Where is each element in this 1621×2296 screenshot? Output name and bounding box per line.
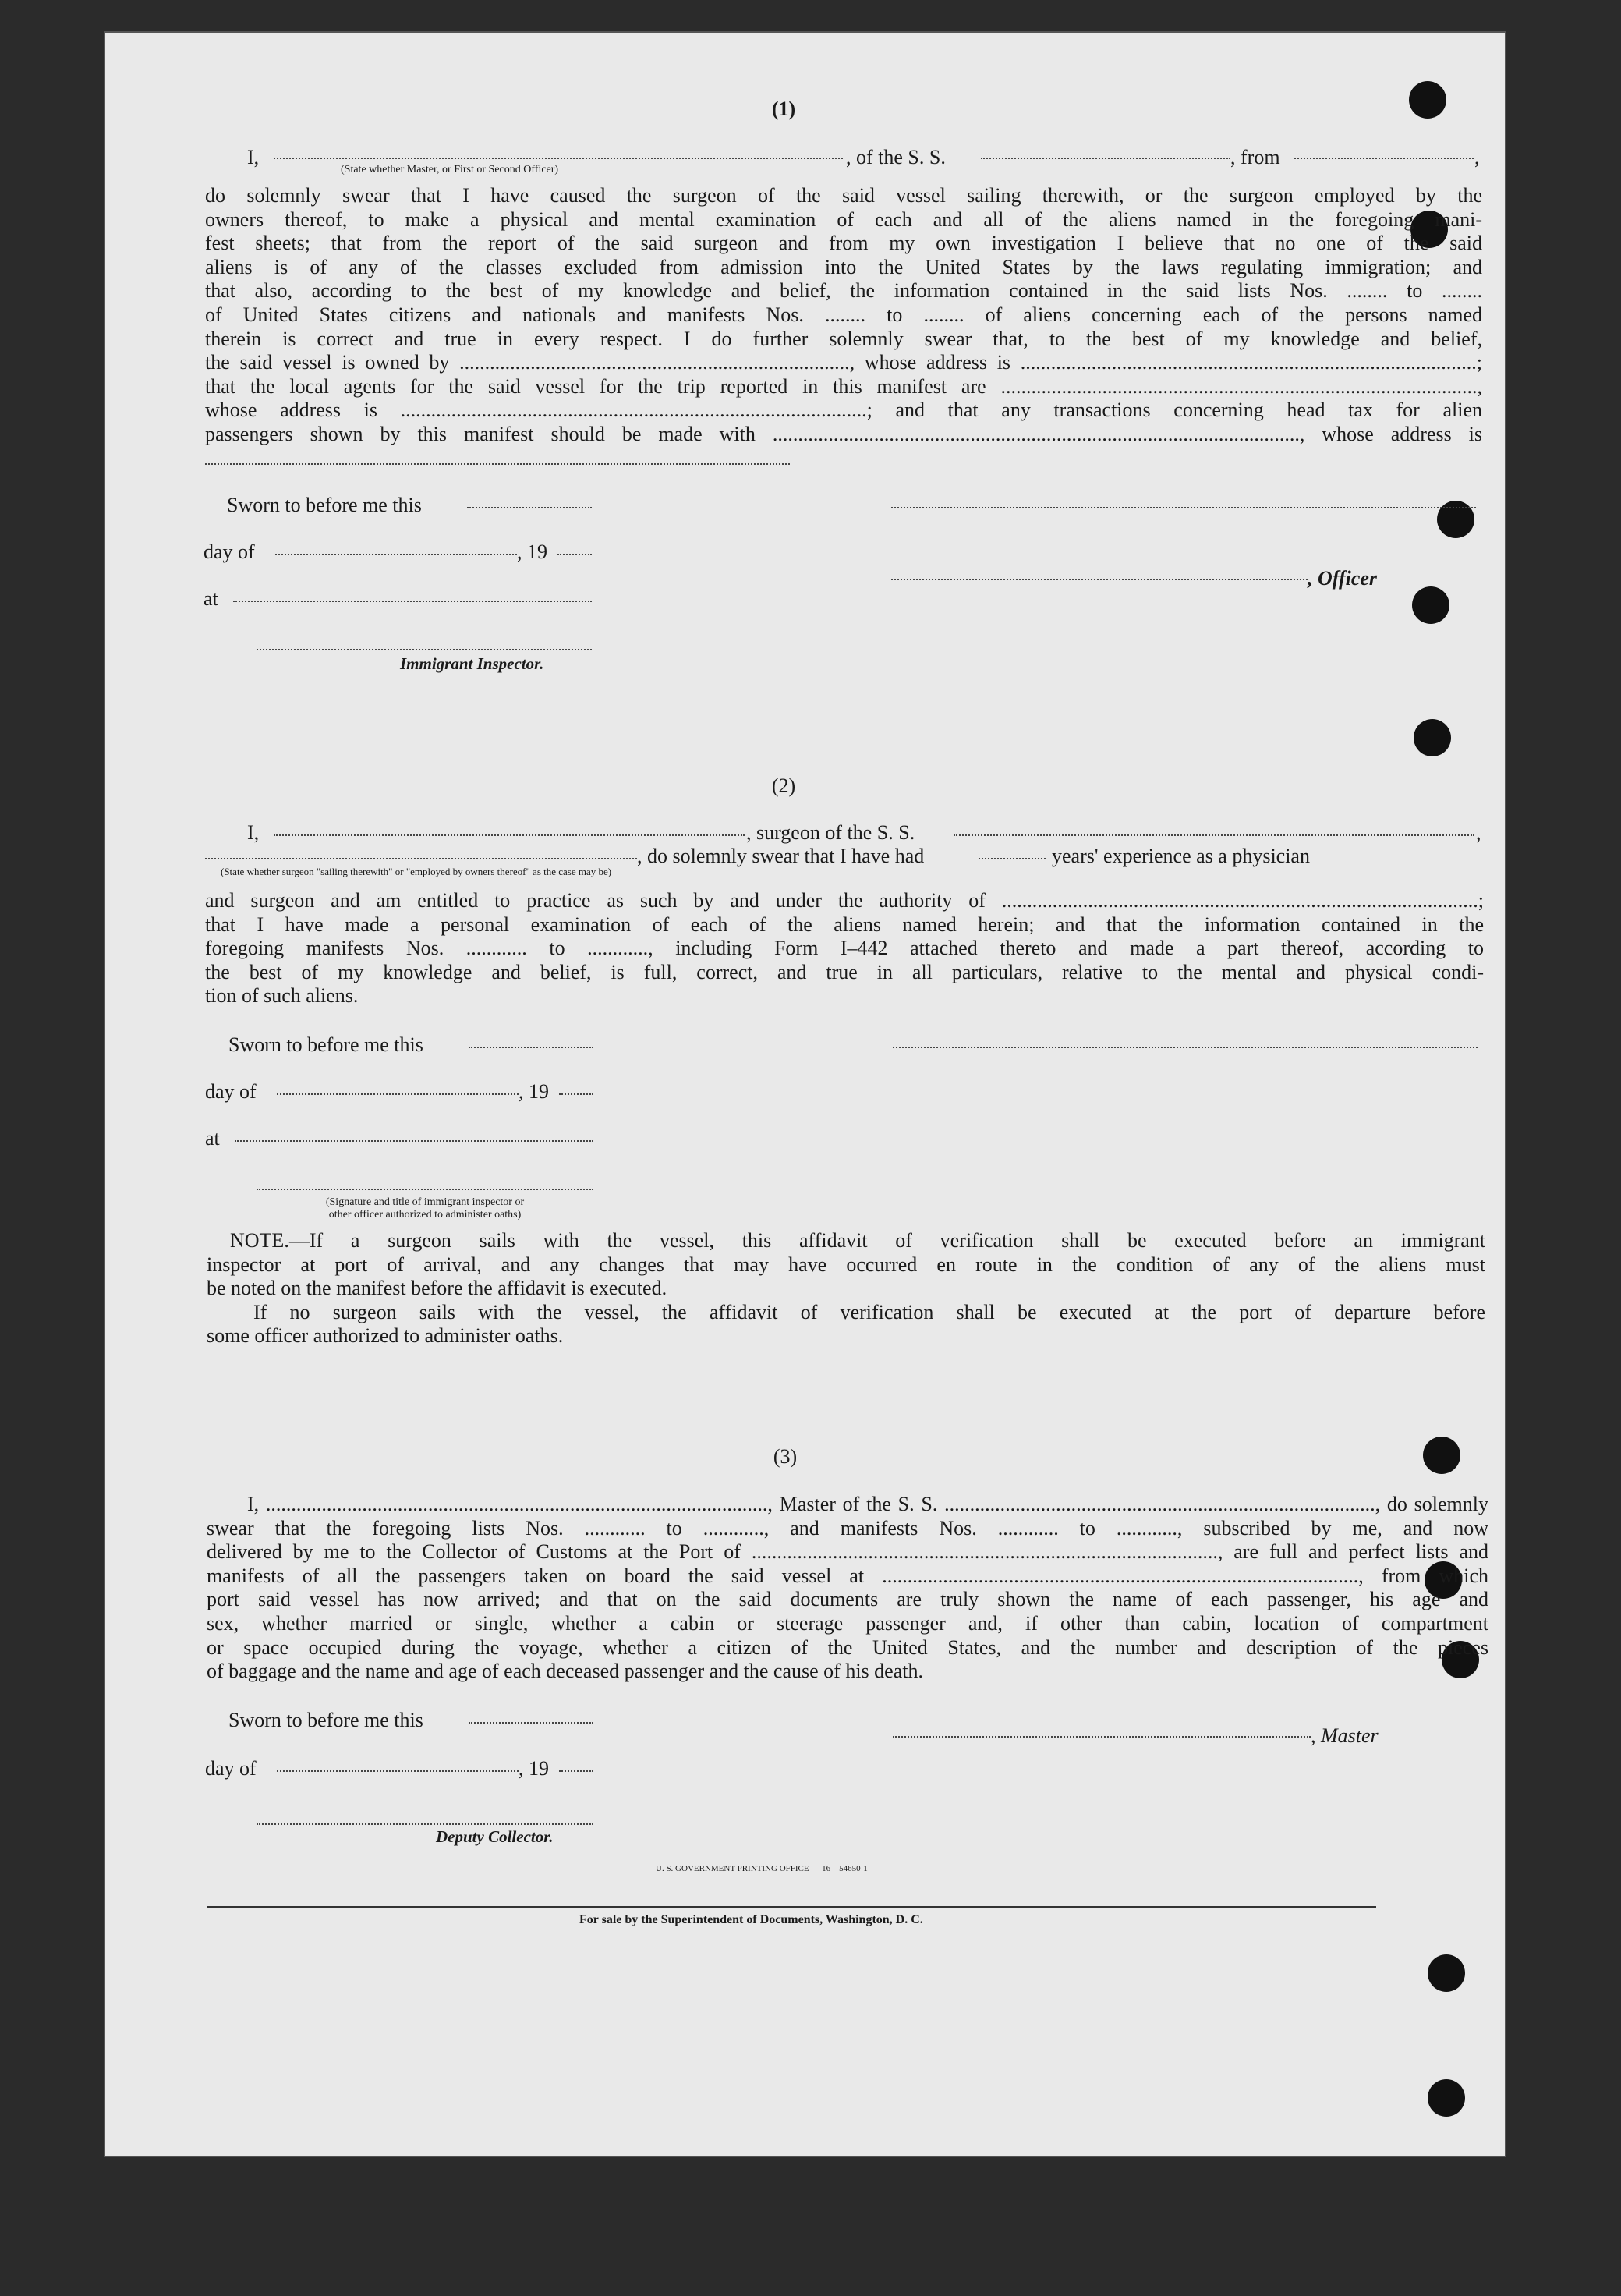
at-label-1: at	[204, 587, 218, 610]
note-line: If no surgeon sails with the vessel, the affidavit of verification shall be executed at the port of departure before	[253, 1300, 1485, 1323]
note-line: be noted on the manifest before the affidavit is executed.	[207, 1277, 667, 1300]
affidavit-line: of baggage and the name and age of each deceased passenger and the cause of his death.	[207, 1660, 923, 1683]
section-2-affidavit	[205, 889, 1484, 1008]
master-label: , Master	[1311, 1724, 1379, 1747]
section-2-i: I,	[247, 821, 260, 844]
sworn-label-3: Sworn to before me this	[228, 1709, 423, 1731]
affidavit-line: whose address is ............................................................................................; and that any transactions concerning head tax for alien	[205, 399, 1482, 422]
surgeon-note	[207, 1229, 1485, 1348]
note-line: inspector at port of arrival, and any changes that may have occurred en route in the condition of any of the aliens must	[207, 1253, 1485, 1276]
punch-hole	[1428, 2079, 1465, 2117]
affidavit-line: port said vessel has now arrived; and that on the said documents are truly shown the name of each passenger, his age and	[207, 1588, 1488, 1611]
year-label-3: , 19	[519, 1757, 549, 1780]
punch-hole	[1412, 586, 1449, 624]
officer-name-field[interactable]	[274, 158, 843, 159]
affidavit-line: sex, whether married or single, whether a cabin or steerage passenger and, if other than cabin, location of compartment	[207, 1611, 1488, 1635]
affidavit-line: I, ..................................................................................................., Master of the S. S. ....................................................................................., do solemnly	[247, 1493, 1488, 1515]
section-2-number: (2)	[771, 774, 796, 797]
affidavit-line: that also, according to the best of my knowledge and belief, the information contained in the said lists Nos. ........ to ........	[205, 279, 1482, 303]
year-label-2: , 19	[519, 1080, 549, 1103]
affidavit-line: and surgeon and am entitled to practice as such by and under the authority of ..............................................................................................;	[205, 889, 1484, 912]
affidavit-line: the said vessel is owned by ............................................................................., whose address is ..........................................................................................;	[205, 351, 1482, 374]
affidavit-line: swear that the foregoing lists Nos. ............ to ............, and manifests Nos. ............ to ............, subscribed by me, and now	[207, 1516, 1488, 1540]
month-field-1[interactable]	[275, 554, 517, 555]
section-2-end-comma: ,	[1476, 821, 1481, 844]
surgeon-status-note: (State whether surgeon "sailing therewith" or "employed by owners thereof" as the case may be)	[221, 866, 612, 877]
day-of-label-3: day of	[205, 1757, 257, 1780]
sworn-date-field-3[interactable]	[469, 1722, 593, 1724]
inspector-signature-line[interactable]	[257, 649, 592, 650]
sworn-date-field-1[interactable]	[467, 507, 592, 508]
section-1-of-ss: , of the S. S.	[846, 146, 946, 168]
affidavit-line: therein is correct and true in every respect. I do further solemnly swear that, to the best of my knowledge and belief,	[205, 327, 1482, 350]
punch-hole	[1428, 1954, 1465, 1992]
day-of-label-2: day of	[205, 1080, 257, 1103]
section-3-number: (3)	[773, 1445, 798, 1468]
surgeon-status-field[interactable]	[205, 858, 637, 859]
at-place-field-1[interactable]	[233, 601, 592, 602]
sworn-label-1: Sworn to before me this	[227, 494, 422, 516]
head-tax-address-field[interactable]	[205, 463, 790, 465]
officer-title-line[interactable]	[891, 579, 1308, 580]
affidavit-line: tion of such aliens.	[205, 984, 359, 1008]
solemnly-swear-text: , do solemnly swear that I have had	[637, 845, 925, 867]
form-page	[105, 33, 1505, 2156]
punch-hole	[1409, 81, 1446, 119]
sworn-label-2: Sworn to before me this	[228, 1033, 423, 1056]
section-1-from: , from	[1230, 146, 1280, 168]
affidavit-line: manifests of all the passengers taken on board the said vessel at .............................................................................................., from which	[207, 1564, 1488, 1587]
day-of-label-1: day of	[204, 540, 255, 563]
note-line: NOTE.—If a surgeon sails with the vessel, this affidavit of verification shall be executed before an immigrant	[230, 1229, 1485, 1252]
affidavit-line: or space occupied during the voyage, whether a citizen of the United States, and the number and description of the pieces	[207, 1635, 1488, 1659]
sworn-date-field-2[interactable]	[469, 1047, 593, 1048]
officer-rank-note: (State whether Master, or First or Second Officer)	[341, 164, 559, 175]
affidavit-line: of United States citizens and nationals and manifests Nos. ........ to ........ of aliens concerning each of the persons named	[205, 303, 1482, 326]
section-1-affidavit	[205, 184, 1482, 447]
affidavit-line: that the local agents for the said vessel for the trip reported in this manifest are ..............................................................................................,	[205, 374, 1482, 398]
footer-rule	[207, 1906, 1376, 1908]
affidavit-line: passengers shown by this manifest should be made with ........................................................................................................, whose address is	[205, 422, 1482, 445]
year-field-1[interactable]	[557, 554, 592, 555]
section-1-i: I,	[247, 146, 260, 168]
section-1-number: (1)	[771, 97, 796, 120]
note-line: some officer authorized to administer oaths.	[207, 1324, 564, 1348]
affidavit-line: foregoing manifests Nos. ............ to ............, including Form I–442 attached thereto and made a part thereof, according to	[205, 937, 1484, 960]
signature-note-line-2: other officer authorized to administer oaths)	[328, 1209, 522, 1221]
affidavit-line: fest sheets; that from the report of the said surgeon and from my own investigation I believe that no one of the said	[205, 232, 1482, 255]
year-field-3[interactable]	[559, 1770, 593, 1772]
officer-label: , Officer	[1308, 567, 1378, 590]
affidavit-line: aliens is of any of the classes excluded from admission into the United States by the laws regulating immigration; and	[205, 255, 1482, 278]
affidavit-line: owners thereof, to make a physical and mental examination of each and all of the aliens named in the foregoing mani-	[205, 207, 1482, 231]
years-experience-text: years' experience as a physician	[1052, 845, 1310, 867]
surgeon-of-ss: , surgeon of the S. S.	[746, 821, 915, 844]
section-3-affidavit	[207, 1493, 1488, 1684]
punch-hole	[1423, 1437, 1460, 1474]
month-field-3[interactable]	[277, 1770, 519, 1772]
affidavit-line: the best of my knowledge and belief, is full, correct, and true in all particulars, relative to the mental and physical condi-	[205, 960, 1484, 983]
deputy-collector-label: Deputy Collector.	[436, 1827, 554, 1846]
immigrant-inspector-label: Immigrant Inspector.	[400, 654, 544, 673]
master-signature-line[interactable]	[893, 1736, 1311, 1738]
affidavit-line: do solemnly swear that I have caused the surgeon of the said vessel sailing therewith, or the surgeon employed by the	[205, 184, 1482, 207]
signature-note-line-1: (Signature and title of immigrant inspector or	[325, 1196, 525, 1208]
printer-imprint: U. S. GOVERNMENT PRINTING OFFICE 16—54650-1	[656, 1864, 868, 1873]
month-field-2[interactable]	[277, 1093, 519, 1095]
for-sale-notice: For sale by the Superintendent of Documents, Washington, D. C.	[579, 1913, 923, 1926]
section-1-end-comma: ,	[1474, 146, 1480, 168]
affidavit-line: delivered by me to the Collector of Customs at the Port of ............................................................................................, are full and perfect lists and	[207, 1540, 1488, 1564]
surgeon-signature-line[interactable]	[893, 1047, 1478, 1048]
affidavit-line: that I have made a personal examination of each of the aliens named herein; and that the information contained in the	[205, 912, 1484, 936]
at-label-2: at	[205, 1127, 220, 1150]
year-field-2[interactable]	[559, 1093, 593, 1095]
administering-officer-line[interactable]	[257, 1189, 593, 1190]
vessel-name-field-1[interactable]	[981, 158, 1230, 159]
at-place-field-2[interactable]	[235, 1140, 593, 1142]
years-experience-field[interactable]	[979, 858, 1046, 859]
surgeon-name-field[interactable]	[274, 834, 745, 836]
officer-signature-line[interactable]	[891, 507, 1476, 508]
port-from-field[interactable]	[1294, 158, 1474, 159]
punch-hole	[1414, 719, 1451, 756]
vessel-name-field-2[interactable]	[954, 834, 1474, 836]
year-label-1: , 19	[517, 540, 547, 563]
